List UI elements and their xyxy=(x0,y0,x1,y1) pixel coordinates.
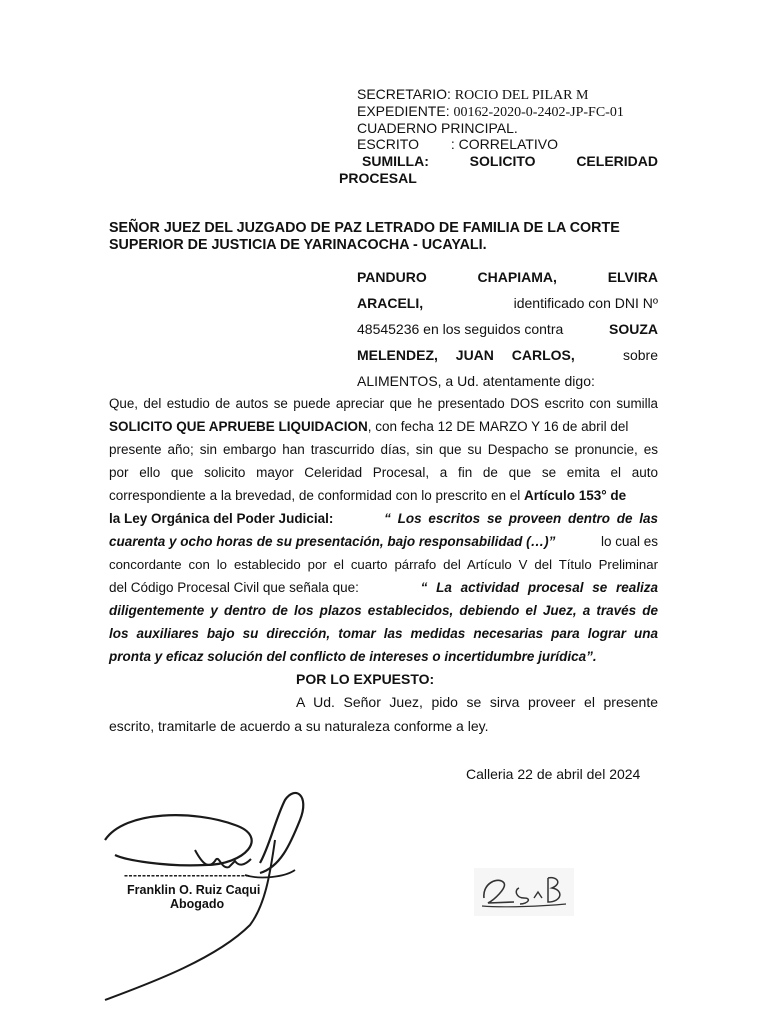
body-quote-1: “ Los escritos se proveen dentro de las xyxy=(384,511,658,526)
lawyer-title: Abogado xyxy=(170,897,225,911)
body-line-4: por ello que solicito mayor Celeridad Procesal, a fin de que se emita el auto xyxy=(109,465,658,480)
petitioner-id: identificado con DNI Nº xyxy=(513,295,658,311)
petitioner-line-4 xyxy=(357,347,658,363)
body-line-8: concordante con lo establecido por el cuarto párrafo del Artículo V del Título Preliminar xyxy=(109,557,658,572)
defendant-name: MELENDEZ, JUAN CARLOS, xyxy=(357,347,575,363)
body-p2-line-2: escrito, tramitarle de acuerdo a su naturaleza conforme a ley. xyxy=(109,718,489,734)
expediente-label: EXPEDIENTE: xyxy=(357,103,450,119)
petitioner-name-1: ELVIRA xyxy=(607,269,658,285)
petitioner-surname-2: CHAPIAMA, xyxy=(477,269,557,285)
header-cuaderno: CUADERNO PRINCIPAL. xyxy=(357,120,518,136)
body-codigo: del Código Procesal Civil que señala que: xyxy=(109,580,359,595)
body-fecha: , con fecha 12 DE MARZO Y 16 de abril del xyxy=(367,419,629,434)
header-expediente xyxy=(357,104,624,120)
body-quote-2: cuarenta y ocho horas de su presentación, bajo responsabilidad (…)” xyxy=(109,534,556,549)
lawyer-name: Franklin O. Ruiz Caqui xyxy=(127,883,261,897)
initials-scribble xyxy=(474,868,574,916)
signature-dashes: ---------------------------- xyxy=(124,868,250,882)
body-articulo: Artículo 153° de xyxy=(524,488,627,503)
addressee-line-1: SEÑOR JUEZ DEL JUZGADO DE PAZ LETRADO DE FAMILIA DE LA CORTE xyxy=(109,220,620,236)
place-date: Calleria 22 de abril del 2024 xyxy=(466,766,641,782)
escrito-label: ESCRITO xyxy=(357,136,419,152)
defendant-surname-1: SOUZA xyxy=(609,321,658,337)
petitioner-sobre: sobre xyxy=(622,347,658,363)
petitioner-line-3 xyxy=(357,321,658,337)
header-secretario xyxy=(357,87,588,103)
body-lo-cual: lo cual es xyxy=(600,534,658,549)
secretario-label: SECRETARIO: xyxy=(357,86,451,102)
expediente-value: 00162-2020-0-2402-JP-FC-01 xyxy=(453,105,624,120)
body-line-5 xyxy=(109,486,658,506)
body-quote-3: “ La actividad procesal se realiza xyxy=(420,580,658,595)
petitioner-line-1 xyxy=(357,269,658,285)
body-conformidad: correspondiente a la brevedad, de conformidad con lo prescrito en el xyxy=(109,488,524,503)
body-line-6 xyxy=(109,509,658,529)
body-line-7 xyxy=(109,532,658,552)
petitioner-name-2: ARACELI, xyxy=(357,295,424,311)
body-line-9 xyxy=(109,578,658,598)
por-lo-expuesto: POR LO EXPUESTO: xyxy=(296,671,435,687)
escrito-value: : CORRELATIVO xyxy=(450,136,558,152)
body-solicito: SOLICITO QUE APRUEBE LIQUIDACION xyxy=(109,419,368,434)
body-line-11: los auxiliares bajo su dirección, tomar las medidas necesarias para lograr una xyxy=(109,626,658,641)
header-escrito xyxy=(357,137,558,151)
body-ley: la Ley Orgánica del Poder Judicial: xyxy=(109,511,334,526)
petitioner-dni: 48545236 en los seguidos contra xyxy=(357,321,564,337)
body-line-10: diligentemente y dentro de los plazos establecidos, debiendo el Juez, a través de xyxy=(109,603,658,618)
body-line-1: Que, del estudio de autos se puede apreciar que he presentado DOS escrito con sumilla xyxy=(109,396,658,411)
addressee-line-2: SUPERIOR DE JUSTICIA DE YARINACOCHA - UCAYALI. xyxy=(109,237,487,253)
petitioner-line-2 xyxy=(357,295,658,311)
petitioner-line-5: ALIMENTOS, a Ud. atentamente digo: xyxy=(357,373,595,389)
body-line-12: pronta y eficaz solución del conflicto de intereses o incertidumbre jurídica”. xyxy=(109,649,597,664)
sumilla-line xyxy=(362,154,658,168)
body-line-3: presente año; sin embargo han trascurrido días, sin que su Despacho se pronuncie, es xyxy=(109,442,658,457)
secretario-value: ROCIO DEL PILAR M xyxy=(454,88,589,103)
sumilla-label: SUMILLA: xyxy=(362,153,429,169)
body-p2-line-1: A Ud. Señor Juez, pido se sirva proveer el presente xyxy=(296,694,658,710)
sumilla-word-2: CELERIDAD xyxy=(576,153,658,169)
sumilla-word-3: PROCESAL xyxy=(339,170,417,186)
petitioner-surname-1: PANDURO xyxy=(357,269,427,285)
sumilla-word-1: SOLICITO xyxy=(469,153,536,169)
body-line-2 xyxy=(109,417,658,437)
